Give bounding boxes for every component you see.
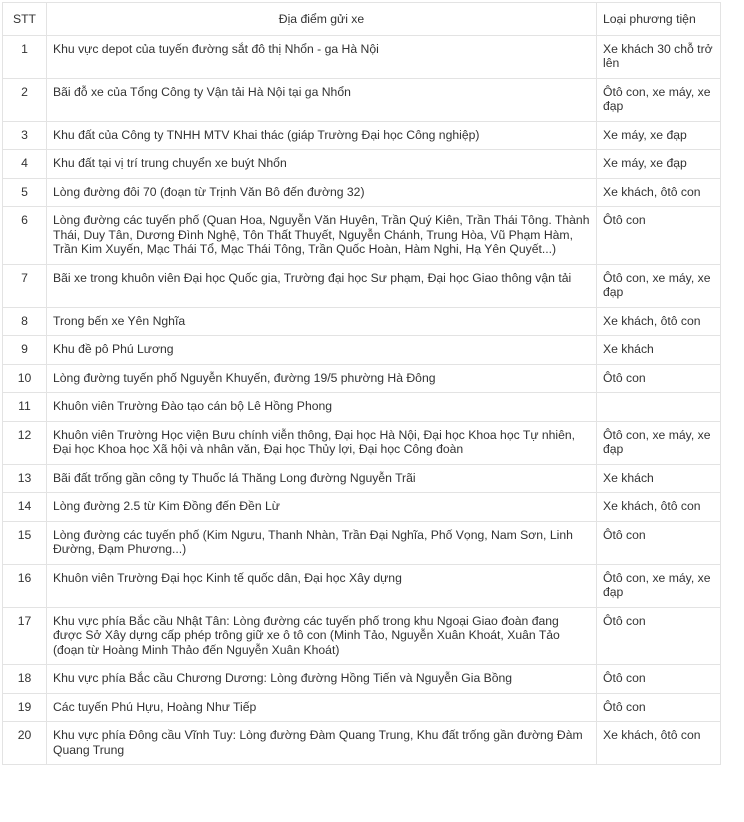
header-stt: STT <box>3 3 47 36</box>
vehicle-cell: Ôtô con <box>597 665 721 694</box>
place-cell: Khu vực depot của tuyến đường sắt đô thị Nhổn - ga Hà Nội <box>47 35 597 78</box>
table-row <box>3 264 721 307</box>
stt-cell: 14 <box>3 493 47 522</box>
place-cell: Khuôn viên Trường Đại học Kinh tế quốc dân, Đại học Xây dựng <box>47 564 597 607</box>
place-cell: Khu đất của Công ty TNHH MTV Khai thác (giáp Trường Đại học Công nghiệp) <box>47 121 597 150</box>
place-cell: Lòng đường các tuyến phố (Kim Ngưu, Thanh Nhàn, Trần Đại Nghĩa, Phố Vọng, Nam Sơn, Linh Đường, Đạm Phương...) <box>47 521 597 564</box>
vehicle-cell: Xe máy, xe đạp <box>597 121 721 150</box>
table-row <box>3 178 721 207</box>
table-row <box>3 307 721 336</box>
vehicle-cell: Ôtô con, xe máy, xe đạp <box>597 78 721 121</box>
stt-cell: 17 <box>3 607 47 665</box>
stt-cell: 18 <box>3 665 47 694</box>
place-cell: Lòng đường tuyến phố Nguyễn Khuyến, đường 19/5 phường Hà Đông <box>47 364 597 393</box>
place-cell: Lòng đường 2.5 từ Kim Đồng đến Đền Lừ <box>47 493 597 522</box>
place-cell: Bãi xe trong khuôn viên Đại học Quốc gia, Trường đại học Sư phạm, Đại học Giao thông vận tải <box>47 264 597 307</box>
table-row <box>3 78 721 121</box>
stt-cell: 9 <box>3 336 47 365</box>
table-row <box>3 521 721 564</box>
vehicle-cell: Xe khách <box>597 464 721 493</box>
place-cell: Khu đề pô Phú Lương <box>47 336 597 365</box>
vehicle-cell: Ôtô con, xe máy, xe đạp <box>597 564 721 607</box>
stt-cell: 7 <box>3 264 47 307</box>
place-cell: Trong bến xe Yên Nghĩa <box>47 307 597 336</box>
vehicle-cell: Ôtô con <box>597 207 721 265</box>
vehicle-cell: Xe khách, ôtô con <box>597 722 721 765</box>
vehicle-cell: Xe khách, ôtô con <box>597 178 721 207</box>
stt-cell: 4 <box>3 150 47 179</box>
table-body <box>3 35 721 765</box>
table-row <box>3 693 721 722</box>
table-row <box>3 607 721 665</box>
stt-cell: 19 <box>3 693 47 722</box>
table-row <box>3 564 721 607</box>
place-cell: Các tuyến Phú Hựu, Hoàng Như Tiếp <box>47 693 597 722</box>
table-row <box>3 336 721 365</box>
place-cell: Khuôn viên Trường Đào tạo cán bộ Lê Hồng Phong <box>47 393 597 422</box>
table-row <box>3 493 721 522</box>
stt-cell: 2 <box>3 78 47 121</box>
vehicle-cell: Ôtô con, xe máy, xe đạp <box>597 421 721 464</box>
stt-cell: 1 <box>3 35 47 78</box>
stt-cell: 6 <box>3 207 47 265</box>
header-row <box>3 3 721 36</box>
vehicle-cell <box>597 393 721 422</box>
header-vehicle: Loại phương tiện <box>597 3 721 36</box>
place-cell: Lòng đường các tuyến phố (Quan Hoa, Nguyễn Văn Huyên, Trần Quý Kiên, Trần Thái Tông. Thành Thái, Duy Tân, Dương Đình Nghệ, Tôn Thất Thuyết, Nguyễn Chánh, Trung Hòa, Vũ Phạm Hàm, Trần Kim Xuyến, Mạc Thái Tổ, Mạc Thái Tông, Trần Quốc Hoàn, Hàm Nghi, Hạ Yên Quyết...) <box>47 207 597 265</box>
table-row <box>3 35 721 78</box>
stt-cell: 11 <box>3 393 47 422</box>
table-row <box>3 464 721 493</box>
place-cell: Bãi đất trống gần công ty Thuốc lá Thăng Long đường Nguyễn Trãi <box>47 464 597 493</box>
table-row <box>3 150 721 179</box>
place-cell: Khuôn viên Trường Học viện Bưu chính viễn thông, Đại học Hà Nội, Đại học Khoa học Tự nhiên, Đại học Khoa học Xã hội và nhân văn, Đại học Thủy lợi, Đại học Công đoàn <box>47 421 597 464</box>
table-row <box>3 393 721 422</box>
place-cell: Khu vực phía Bắc cầu Chương Dương: Lòng đường Hồng Tiến và Nguyễn Gia Bồng <box>47 665 597 694</box>
place-cell: Khu vực phía Bắc cầu Nhật Tân: Lòng đường các tuyến phố trong khu Ngoại Giao đoàn đang được Sở Xây dựng cấp phép trông giữ xe ô tô con (Minh Tảo, Nguyễn Xuân Khoát, Xuân Tảo (đoạn từ Hoàng Minh Thảo đến Nguyễn Xuân Khoát) <box>47 607 597 665</box>
vehicle-cell: Ôtô con <box>597 521 721 564</box>
vehicle-cell: Ôtô con <box>597 693 721 722</box>
place-cell: Khu đất tại vị trí trung chuyển xe buýt Nhổn <box>47 150 597 179</box>
table-row <box>3 421 721 464</box>
table-row <box>3 121 721 150</box>
stt-cell: 16 <box>3 564 47 607</box>
header-place: Địa điểm gửi xe <box>47 3 597 36</box>
place-cell: Lòng đường đôi 70 (đoạn từ Trịnh Văn Bô đến đường 32) <box>47 178 597 207</box>
stt-cell: 12 <box>3 421 47 464</box>
vehicle-cell: Xe khách, ôtô con <box>597 493 721 522</box>
table-row <box>3 722 721 765</box>
stt-cell: 3 <box>3 121 47 150</box>
place-cell: Bãi đỗ xe của Tổng Công ty Vận tải Hà Nội tại ga Nhổn <box>47 78 597 121</box>
vehicle-cell: Xe máy, xe đạp <box>597 150 721 179</box>
stt-cell: 15 <box>3 521 47 564</box>
vehicle-cell: Xe khách, ôtô con <box>597 307 721 336</box>
stt-cell: 8 <box>3 307 47 336</box>
stt-cell: 5 <box>3 178 47 207</box>
table-row <box>3 364 721 393</box>
table-row <box>3 207 721 265</box>
table-row <box>3 665 721 694</box>
stt-cell: 10 <box>3 364 47 393</box>
stt-cell: 20 <box>3 722 47 765</box>
stt-cell: 13 <box>3 464 47 493</box>
vehicle-cell: Xe khách <box>597 336 721 365</box>
vehicle-cell: Ôtô con <box>597 607 721 665</box>
vehicle-cell: Ôtô con, xe máy, xe đạp <box>597 264 721 307</box>
parking-locations-table <box>2 2 721 765</box>
place-cell: Khu vực phía Đông cầu Vĩnh Tuy: Lòng đường Đàm Quang Trung, Khu đất trống gần đường Đàm Quang Trung <box>47 722 597 765</box>
vehicle-cell: Xe khách 30 chỗ trở lên <box>597 35 721 78</box>
vehicle-cell: Ôtô con <box>597 364 721 393</box>
